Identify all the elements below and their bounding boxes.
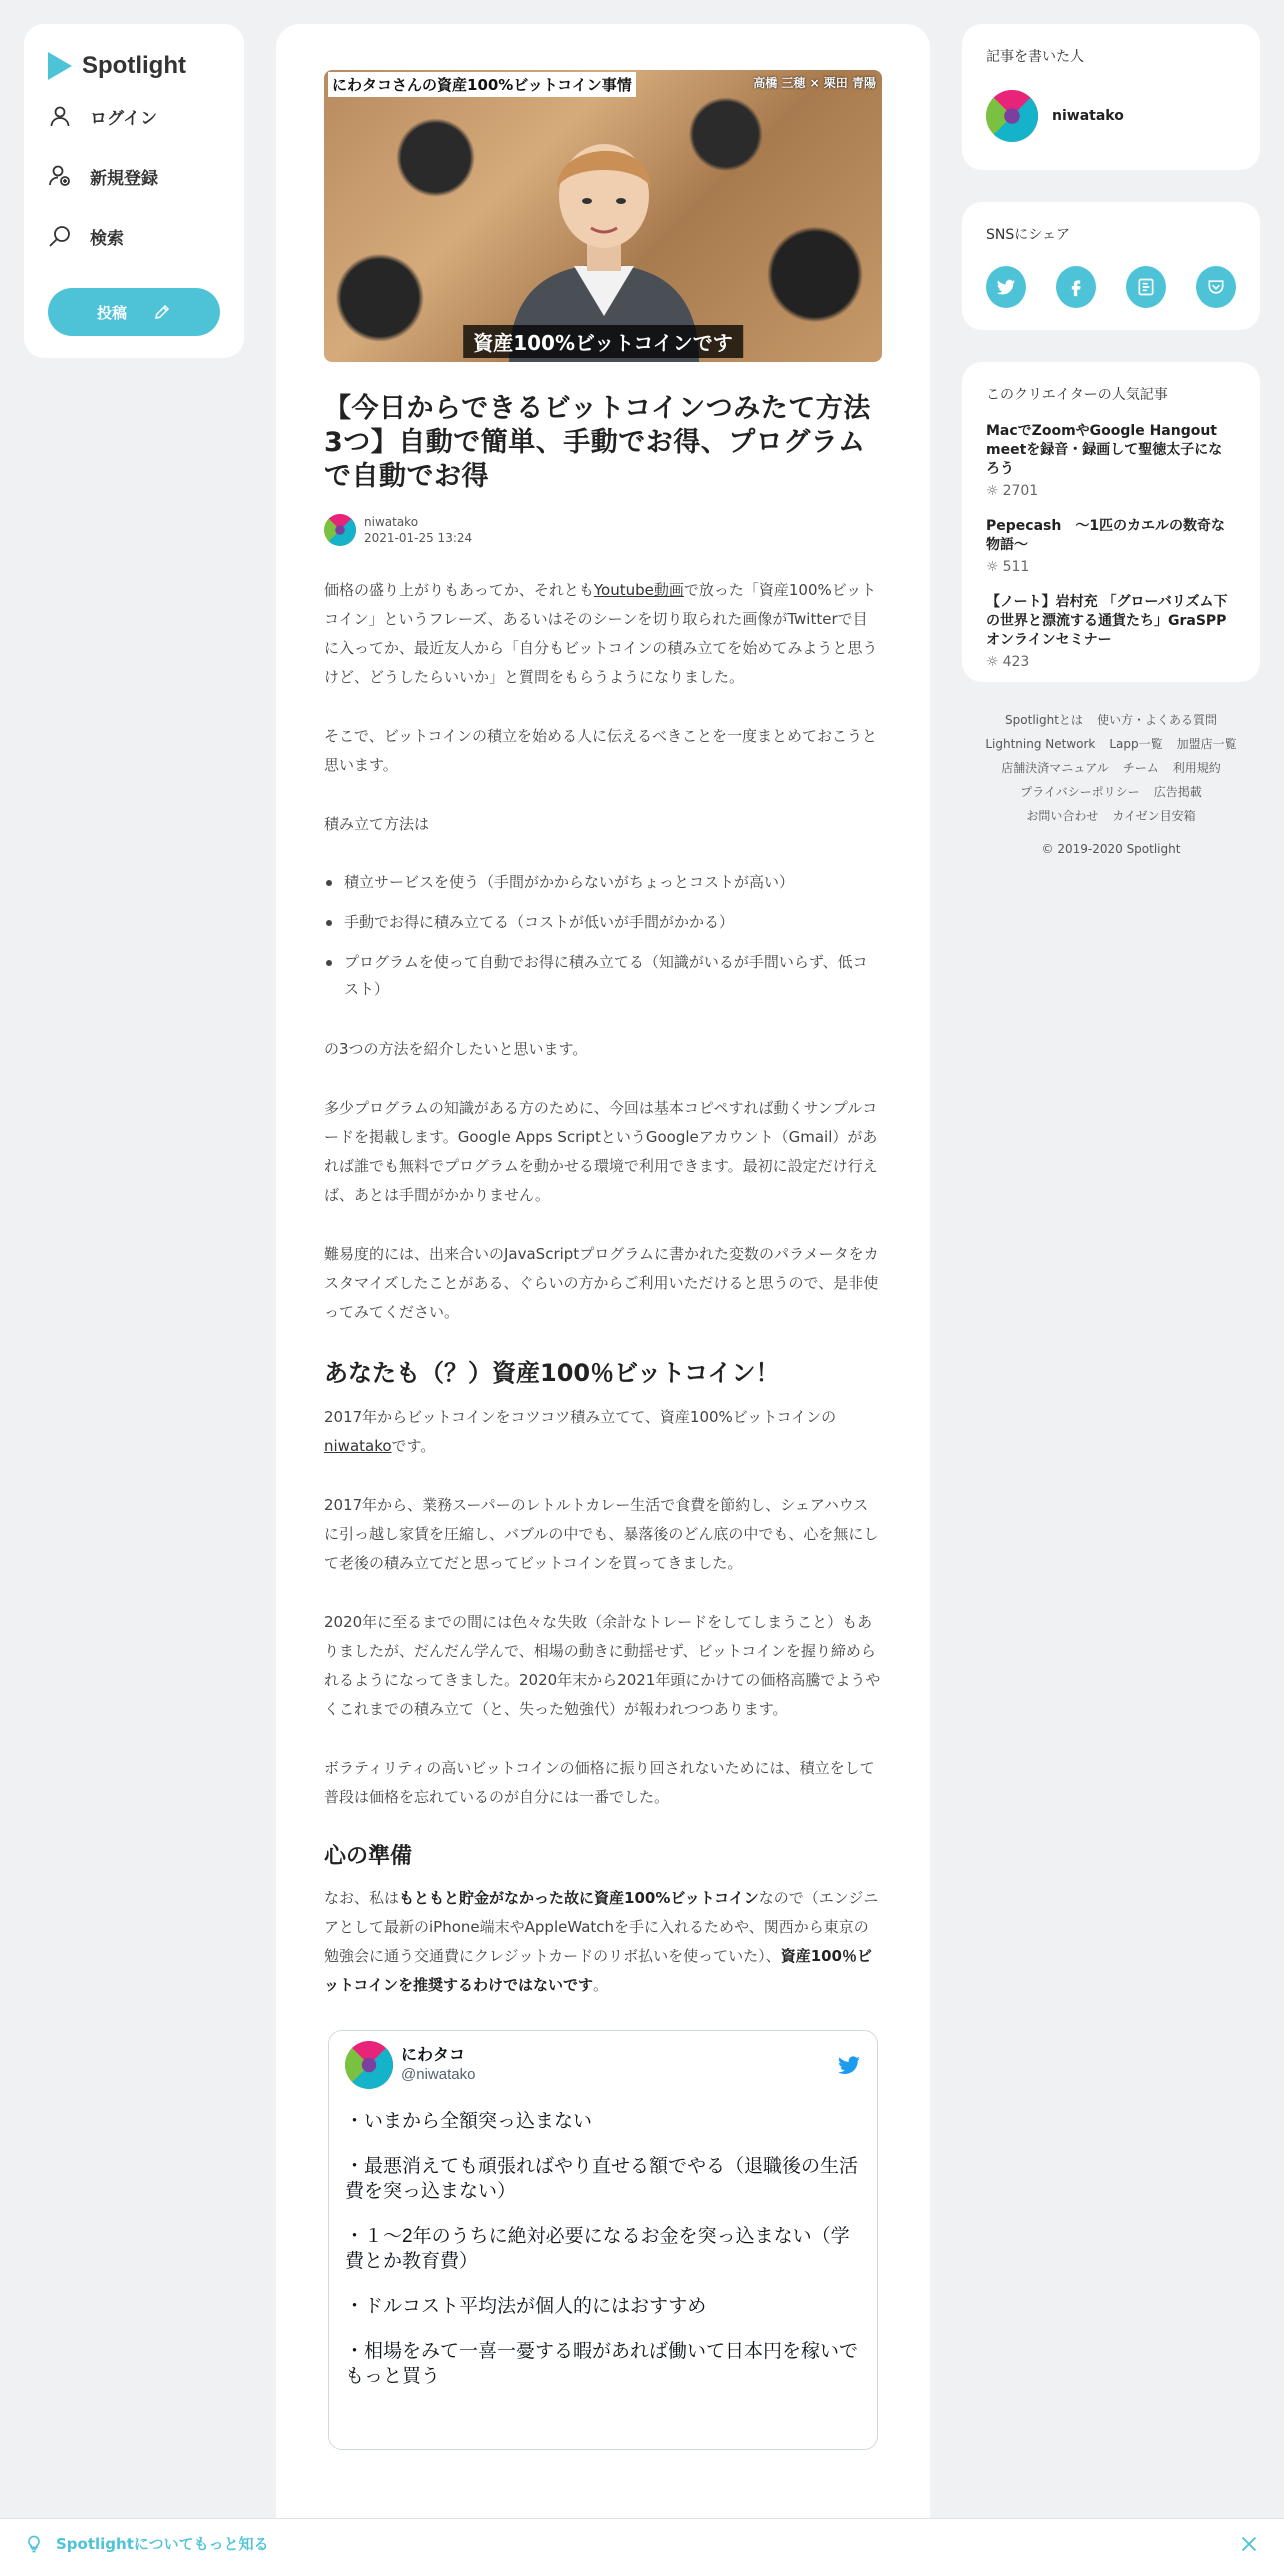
avatar [324, 514, 356, 546]
article-body [324, 576, 882, 2450]
text: なお、私は [324, 1889, 400, 1907]
bottom-banner-text: Spotlightについてもっと知る [56, 2535, 269, 2553]
share-facebook-button[interactable] [1056, 266, 1096, 308]
sidebar-author[interactable] [986, 90, 1236, 142]
subsection-heading: 心の準備 [324, 1844, 413, 1869]
section-heading: あなたも（？）資産100％ビットコイン！ [324, 1359, 780, 1387]
text: 価格の盛り上がりもあってか、それとも [324, 581, 594, 599]
hero-caption: 資産100%ビットコインです [463, 325, 743, 358]
popular-heading: このクリエイターの人気記事 [986, 387, 1168, 403]
footer-link[interactable]: 店舗決済マニュアル [1001, 761, 1109, 775]
footer-link[interactable]: 加盟店一覧 [1176, 737, 1237, 751]
paragraph: 2017年から、業務スーパーのレトルトカレー生活で食費を節約し、シェアハウスに引っ越し家賃を圧縮し、バブルの中でも、暴落後のどん底の中でも、心を無にして老後の積み立てだと思ってビットコインを買ってきました。 [324, 1496, 879, 1572]
hero-title: にわタコさんの資産100%ビットコイン事情 [328, 72, 636, 97]
sidebar-author-name: niwatako [1052, 108, 1124, 124]
paragraph: 2020年に至るまでの間には色々な失敗（余計なトレードをしてしまうこと）もありましたが、だんだん学んで、相場の動きに動揺せず、ビットコインを握り締められるようになってきました。2020年末から2021年頭にかけての価格高騰でようやくこれまでの積み立て（と、失った勉強代）が報われつつあります。 [324, 1613, 881, 1718]
bold-text: 資産100％ビットコインを推奨するわけではないです [324, 1947, 872, 1994]
post-button[interactable] [48, 288, 220, 336]
twitter-icon [996, 277, 1016, 297]
youtube-link[interactable]: Youtube動画 [593, 581, 684, 599]
avatar [345, 2041, 393, 2089]
footer-link[interactable]: カイゼン目安箱 [1112, 809, 1196, 823]
left-nav [24, 24, 244, 358]
logo[interactable] [48, 46, 220, 86]
twitter-icon[interactable] [837, 2053, 861, 2077]
popular-article-title: 【ノート】岩村充 「グローバリズム下の世界と漂流する通貨たち」GraSPPオンラインセミナー [986, 594, 1228, 648]
popular-article-title: MacでZoomやGoogle Hangout meetを録音・録画して聖徳太子になろう [986, 423, 1223, 477]
text: で放った「資産100%ビットコイン」というフレーズ、あるいはそのシーンを切り取られた画像がTwitterで目に入ってか、最近友人から「自分もビットコインの積み立てを始めてみようと思うけど、どうしたらいいか」と質問をもらうようになりました。 [324, 581, 878, 686]
paragraph [324, 1403, 882, 1461]
tweet-author-handle: @niwatako [401, 2066, 476, 2083]
light-icon: ☼ [986, 654, 999, 670]
popular-article[interactable] [986, 517, 1236, 575]
article-card [276, 24, 930, 2568]
nav-login[interactable] [48, 86, 220, 146]
list-item: プログラムを使って自動でお得に積み立てる（知識がいるが手間いらず、低コスト） [324, 949, 882, 1003]
logo-mark-icon [48, 52, 72, 80]
nav-signup-label: 新規登録 [90, 168, 158, 189]
tweet-text: ・いまから全額突っ込まない [345, 2111, 593, 2132]
nav-search[interactable] [48, 206, 220, 266]
search-icon [48, 224, 72, 248]
pencil-icon [153, 303, 171, 321]
article-author[interactable] [324, 514, 882, 546]
close-icon[interactable] [1238, 2533, 1260, 2555]
tweet-text: ・最悪消えても頑張ればやり直せる額でやる（退職後の生活費を突っ込まない） [345, 2156, 859, 2202]
footer-link[interactable]: 使い方・よくある質問 [1096, 713, 1217, 727]
text: なので（エンジニアとして最新のiPhone端末やAppleWatchを手に入れるためや、関西から東京の勉強会に通う交通費にクレジットカードのリボ払いを使っていた）、 [324, 1889, 879, 1965]
list-item: 手動でお得に積み立てる（コストが低いが手間がかかる） [324, 909, 882, 936]
paragraph: ボラティリティの高いビットコインの価格に振り回されないためには、積立をして普段は価格を忘れているのが自分には一番でした。 [324, 1759, 875, 1806]
share-twitter-button[interactable] [986, 266, 1026, 308]
paragraph: の3つの方法を紹介したいと思います。 [324, 1040, 588, 1058]
user-icon [48, 104, 72, 128]
article-title: 【今日からできるビットコインつみたて方法3つ】自動で簡単、手動でお得、プログラムで自動でお得 [324, 393, 871, 492]
hatena-icon [1136, 277, 1156, 297]
popular-article-likes: 511 [1002, 559, 1030, 575]
bottom-banner[interactable] [0, 2518, 1284, 2568]
embedded-tweet[interactable] [328, 2030, 878, 2450]
paragraph: 難易度的には、出来合いのJavaScriptプログラムに書かれた変数のパラメータをカスタマイズしたことがある、ぐらいの方からご利用いただけると思うので、是非使ってみてください。 [324, 1245, 879, 1321]
author-heading: 記事を書いた人 [986, 49, 1084, 65]
share-hatena-button[interactable] [1126, 266, 1166, 308]
list-item: 積立サービスを使う（手間がかからないがちょっとコストが高い） [324, 869, 882, 896]
popular-article[interactable] [986, 422, 1236, 499]
facebook-icon [1066, 277, 1086, 297]
popular-article[interactable] [986, 593, 1236, 670]
method-list [324, 869, 882, 1003]
copyright: © 2019-2020 Spotlight [1041, 842, 1181, 856]
footer-link[interactable]: Spotlightとは [1005, 713, 1083, 727]
popular-articles-card [962, 362, 1260, 682]
nav-search-label: 検索 [90, 228, 124, 249]
post-date: 2021-01-25 13:24 [364, 531, 473, 545]
popular-article-likes: 423 [1002, 654, 1030, 670]
paragraph: 多少プログラムの知識がある方のために、今回は基本コピペすれば動くサンプルコードを掲載します。Google Apps ScriptというGoogleアカウント（Gmail）があれば誰でも無料でプログラムを動かせる環境で利用できます。最初に設定だけ行えば、あとは手間がかかりません。 [324, 1099, 878, 1204]
popular-article-likes: 2701 [1002, 483, 1039, 499]
footer-links [962, 708, 1260, 828]
paragraph [324, 1884, 882, 2000]
light-icon: ☼ [986, 559, 999, 575]
footer-link[interactable]: チーム [1122, 761, 1159, 775]
tweet-text: ・１〜2年のうちに絶対必要になるお金を突っ込まない（学費とか教育費） [345, 2226, 850, 2272]
avatar [986, 90, 1038, 142]
footer-link[interactable]: Lightning Network [985, 737, 1096, 751]
tweet-text: ・相場をみて一喜一憂する暇があれば働いて日本円を稼いでもっと買う [345, 2341, 859, 2387]
nav-signup[interactable] [48, 146, 220, 206]
text: です。 [391, 1437, 436, 1455]
light-icon: ☼ [986, 483, 999, 499]
share-card [962, 202, 1260, 330]
author-card [962, 24, 1260, 170]
footer-link[interactable]: お問い合わせ [1026, 809, 1099, 823]
tweet-text: ・ドルコスト平均法が個人的にはおすすめ [345, 2296, 707, 2317]
footer-link[interactable]: 広告掲載 [1153, 785, 1202, 799]
post-button-label: 投稿 [96, 303, 127, 322]
user-add-icon [48, 164, 72, 188]
paragraph [324, 576, 882, 692]
lightbulb-icon [24, 2534, 44, 2554]
share-pocket-button[interactable] [1196, 266, 1236, 308]
footer-link[interactable]: 利用規約 [1172, 761, 1221, 775]
hero-credit: 高橋 三穂 × 栗田 青陽 [753, 76, 876, 90]
footer-link[interactable]: Lapp一覧 [1109, 737, 1163, 751]
bold-text: もともと貯金がなかった故に資産100%ビットコイン [399, 1889, 759, 1907]
footer-link[interactable]: プライバシーポリシー [1020, 785, 1140, 799]
paragraph: 積み立て方法は [324, 815, 430, 833]
popular-article-title: Pepecash 〜1匹のカエルの数奇な物語〜 [986, 518, 1226, 553]
share-heading: SNSにシェア [986, 227, 1070, 243]
text: 2017年からビットコインをコツコツ積み立てて、資産100%ビットコインの [324, 1408, 837, 1426]
hero-image [324, 70, 882, 362]
author-link[interactable]: niwatako [324, 1437, 392, 1455]
pocket-icon [1206, 277, 1226, 297]
paragraph: そこで、ビットコインの積立を始める人に伝えるべきことを一度まとめておこうと思います。 [324, 727, 878, 774]
logo-text: Spotlight [82, 52, 186, 79]
author-name: niwatako [364, 515, 419, 529]
text: 。 [592, 1976, 608, 1994]
nav-login-label: ログイン [90, 108, 158, 129]
tweet-author-name: にわタコ [401, 2047, 466, 2064]
